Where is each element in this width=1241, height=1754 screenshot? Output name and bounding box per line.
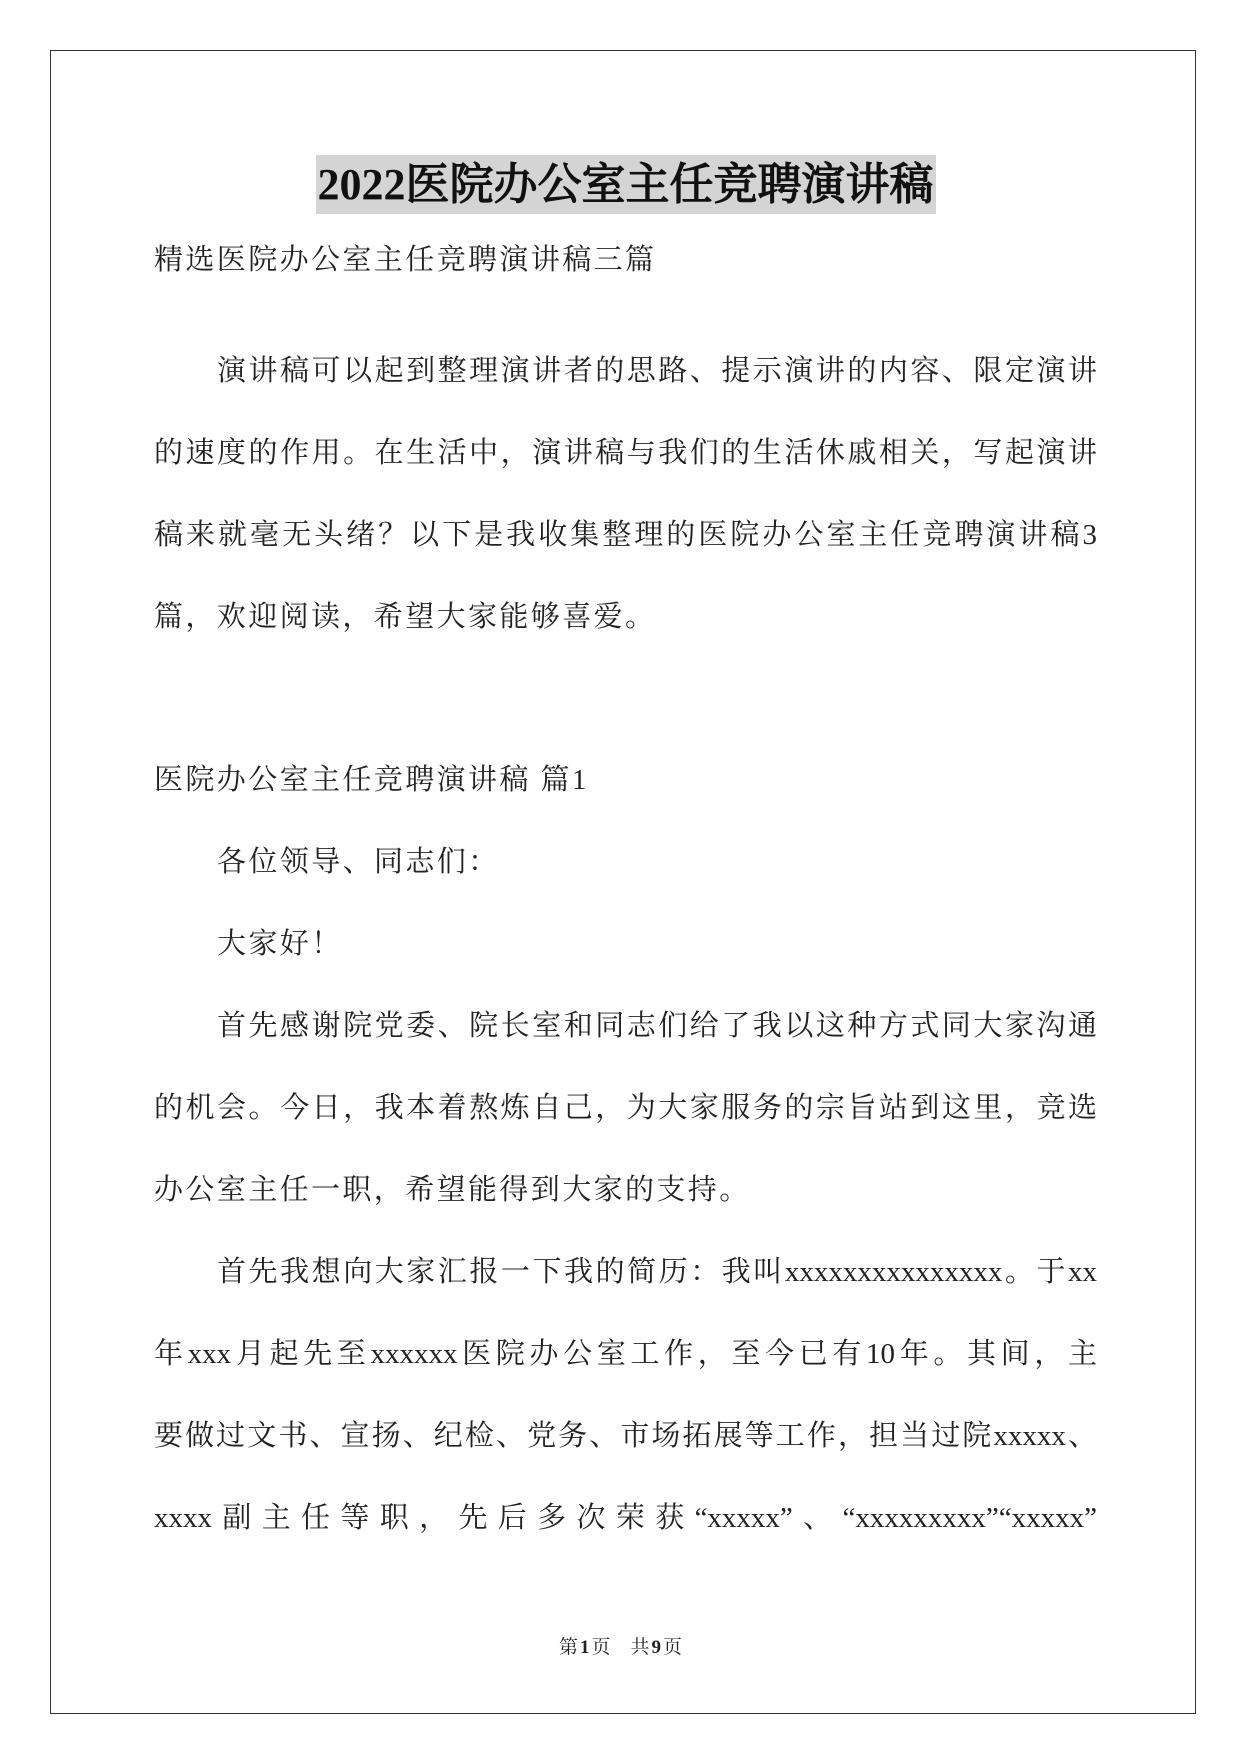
paragraph-line: 要做过文书、宣扬、纪检、党务、市场拓展等工作，担当过院xxxxx、 [154,1420,1097,1452]
paragraph-line: 首先我想向大家汇报一下我的简历：我叫xxxxxxxxxxxxxxx。于xx [217,1256,1097,1288]
greeting: 大家好！ [217,928,343,960]
title-row [154,155,1097,214]
paragraph-line: 的机会。今日，我本着熬炼自己，为大家服务的宗旨站到这里，竞选 [154,1092,1097,1124]
body-paragraph [154,985,1097,1231]
intro-paragraph [154,330,1097,658]
document-body [154,155,1097,1559]
total-pages-number: 9 [651,1637,662,1658]
salutation: 各位领导、同志们： [217,846,500,878]
document-subtitle: 精选医院办公室主任竞聘演讲稿三篇 [154,244,657,276]
document-title: 2022医院办公室主任竞聘演讲稿 [316,155,936,214]
section-heading: 医院办公室主任竞聘演讲稿 篇1 [154,764,589,796]
current-page-number: 1 [579,1637,590,1658]
paragraph-line: 篇，欢迎阅读，希望大家能够喜爱。 [154,601,657,633]
page-label-prefix: 第 [558,1637,578,1658]
paragraph-line: 办公室主任一职，希望能得到大家的支持。 [154,1174,751,1206]
page-footer [0,1636,1241,1660]
paragraph-line: 稿来就毫无头绪？以下是我收集整理的医院办公室主任竞聘演讲稿3 [154,519,1097,551]
paragraph-line: 的速度的作用。在生活中，演讲稿与我们的生活休戚相关，写起演讲 [154,437,1097,469]
total-label-prefix: 共 [630,1637,650,1658]
body-paragraph [154,1231,1097,1559]
paragraph-line: 演讲稿可以起到整理演讲者的思路、提示演讲的内容、限定演讲 [217,355,1097,387]
paragraph-line: 年xxx月起先至xxxxxx医院办公室工作，至今已有10年。其间，主 [154,1338,1097,1370]
page-label-suffix: 页 [591,1637,611,1658]
total-label-suffix: 页 [663,1637,683,1658]
paragraph-line: xxxx副主任等职，先后多次荣获“xxxxx”、“xxxxxxxxx”“xxxxx” [154,1502,1097,1534]
paragraph-line: 首先感谢院党委、院长室和同志们给了我以这种方式同大家沟通 [217,1010,1097,1042]
